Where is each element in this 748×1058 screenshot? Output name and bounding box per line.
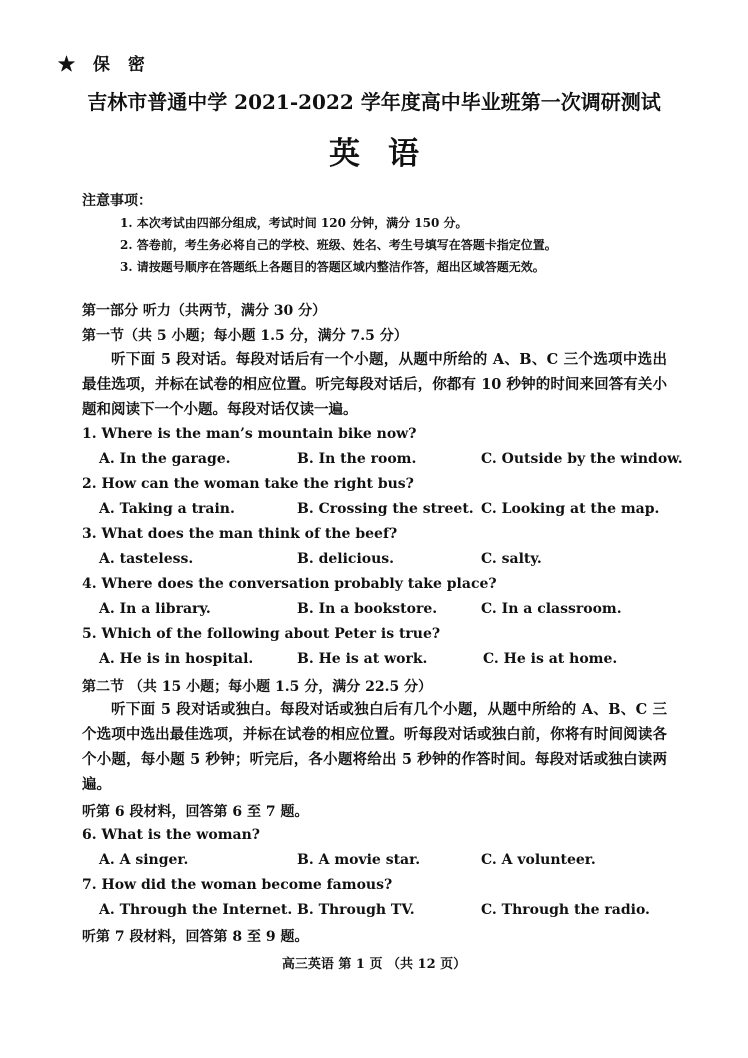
question-3: 3. What does the man think of the beef? bbox=[82, 526, 398, 542]
question-2: 2. How can the woman take the right bus? bbox=[82, 476, 414, 492]
material-6-instruction: 听第 6 段材料，回答第 6 至 7 题。 bbox=[82, 804, 309, 820]
q6-option-c: C. A volunteer. bbox=[481, 852, 596, 868]
subject-title: 英语 bbox=[329, 136, 447, 172]
q5-option-b: B. He is at work. bbox=[297, 651, 428, 667]
notice-item: 3. 请按题号顺序在答题纸上各题目的答题区域内整洁作答，超出区域答题无效。 bbox=[120, 260, 545, 274]
section2-heading: 第二节 （共 15 小题；每小题 1.5 分，满分 22.5 分） bbox=[82, 679, 433, 695]
section1-heading: 第一节（共 5 小题；每小题 1.5 分，满分 7.5 分） bbox=[82, 328, 408, 344]
page-footer: 高三英语 第 1 页 （共 12 页） bbox=[281, 957, 467, 972]
q5-option-c: C. He is at home. bbox=[483, 651, 618, 667]
q2-option-b: B. Crossing the street. bbox=[297, 501, 474, 517]
notice-heading: 注意事项： bbox=[82, 193, 152, 209]
question-6: 6. What is the woman? bbox=[82, 827, 260, 843]
q4-option-b: B. In a bookstore. bbox=[297, 601, 438, 617]
q3-option-c: C. salty. bbox=[481, 551, 542, 567]
q4-option-c: C. In a classroom. bbox=[481, 601, 622, 617]
q1-option-c: C. Outside by the window. bbox=[481, 451, 683, 467]
confidential-mark: ★ 保 密 bbox=[58, 55, 151, 75]
material-7-instruction: 听第 7 段材料，回答第 8 至 9 题。 bbox=[82, 929, 309, 945]
q7-option-c: C. Through the radio. bbox=[481, 902, 650, 918]
q4-option-a: A. In a library. bbox=[99, 601, 211, 617]
q2-option-a: A. Taking a train. bbox=[99, 501, 235, 517]
q7-option-a: A. Through the Internet. bbox=[99, 902, 293, 918]
q3-option-b: B. delicious. bbox=[297, 551, 395, 567]
section1-instructions: 听下面 5 段对话。每段对话后有一个小题，从题中所给的 A、B、C 三个选项中选出最佳选项，并标在试卷的相应位置。听完每段对话后，你都有 10 秒钟的时间来回答有关小题和阅读下一个小题。每段对话仅读一遍。 bbox=[82, 351, 667, 418]
notice-item: 2. 答卷前，考生务必将自己的学校、班级、姓名、考生号填写在答题卡指定位置。 bbox=[120, 238, 557, 252]
section2-instructions: 听下面 5 段对话或独白。每段对话或独白后有几个小题，从题中所给的 A、B、C 三个选项中选出最佳选项，并标在试卷的相应位置。听每段对话或独白前，你将有时间阅读各个小题，每小题 5 秒钟；听完后，各小题将给出 5 秒钟的作答时间。每段对话或独白读两遍。 bbox=[82, 701, 667, 793]
question-4: 4. Where does the conversation probably take place? bbox=[82, 576, 497, 592]
question-5: 5. Which of the following about Peter is true? bbox=[82, 626, 441, 642]
notice-item: 1. 本次考试由四部分组成，考试时间 120 分钟，满分 150 分。 bbox=[120, 216, 468, 230]
q3-option-a: A. tasteless. bbox=[99, 551, 194, 567]
question-7: 7. How did the woman become famous? bbox=[82, 877, 393, 893]
q1-option-b: B. In the room. bbox=[297, 451, 417, 467]
q6-option-a: A. A singer. bbox=[99, 852, 189, 868]
q6-option-b: B. A movie star. bbox=[297, 852, 421, 868]
q1-option-a: A. In the garage. bbox=[99, 451, 231, 467]
q5-option-a: A. He is in hospital. bbox=[99, 651, 254, 667]
exam-title: 吉林市普通中学 2021-2022 学年度高中毕业班第一次调研测试 bbox=[87, 90, 661, 114]
q2-option-c: C. Looking at the map. bbox=[481, 501, 660, 517]
q7-option-b: B. Through TV. bbox=[297, 902, 415, 918]
question-1: 1. Where is the man’s mountain bike now? bbox=[82, 426, 417, 442]
part1-heading: 第一部分 听力（共两节，满分 30 分） bbox=[82, 303, 327, 319]
